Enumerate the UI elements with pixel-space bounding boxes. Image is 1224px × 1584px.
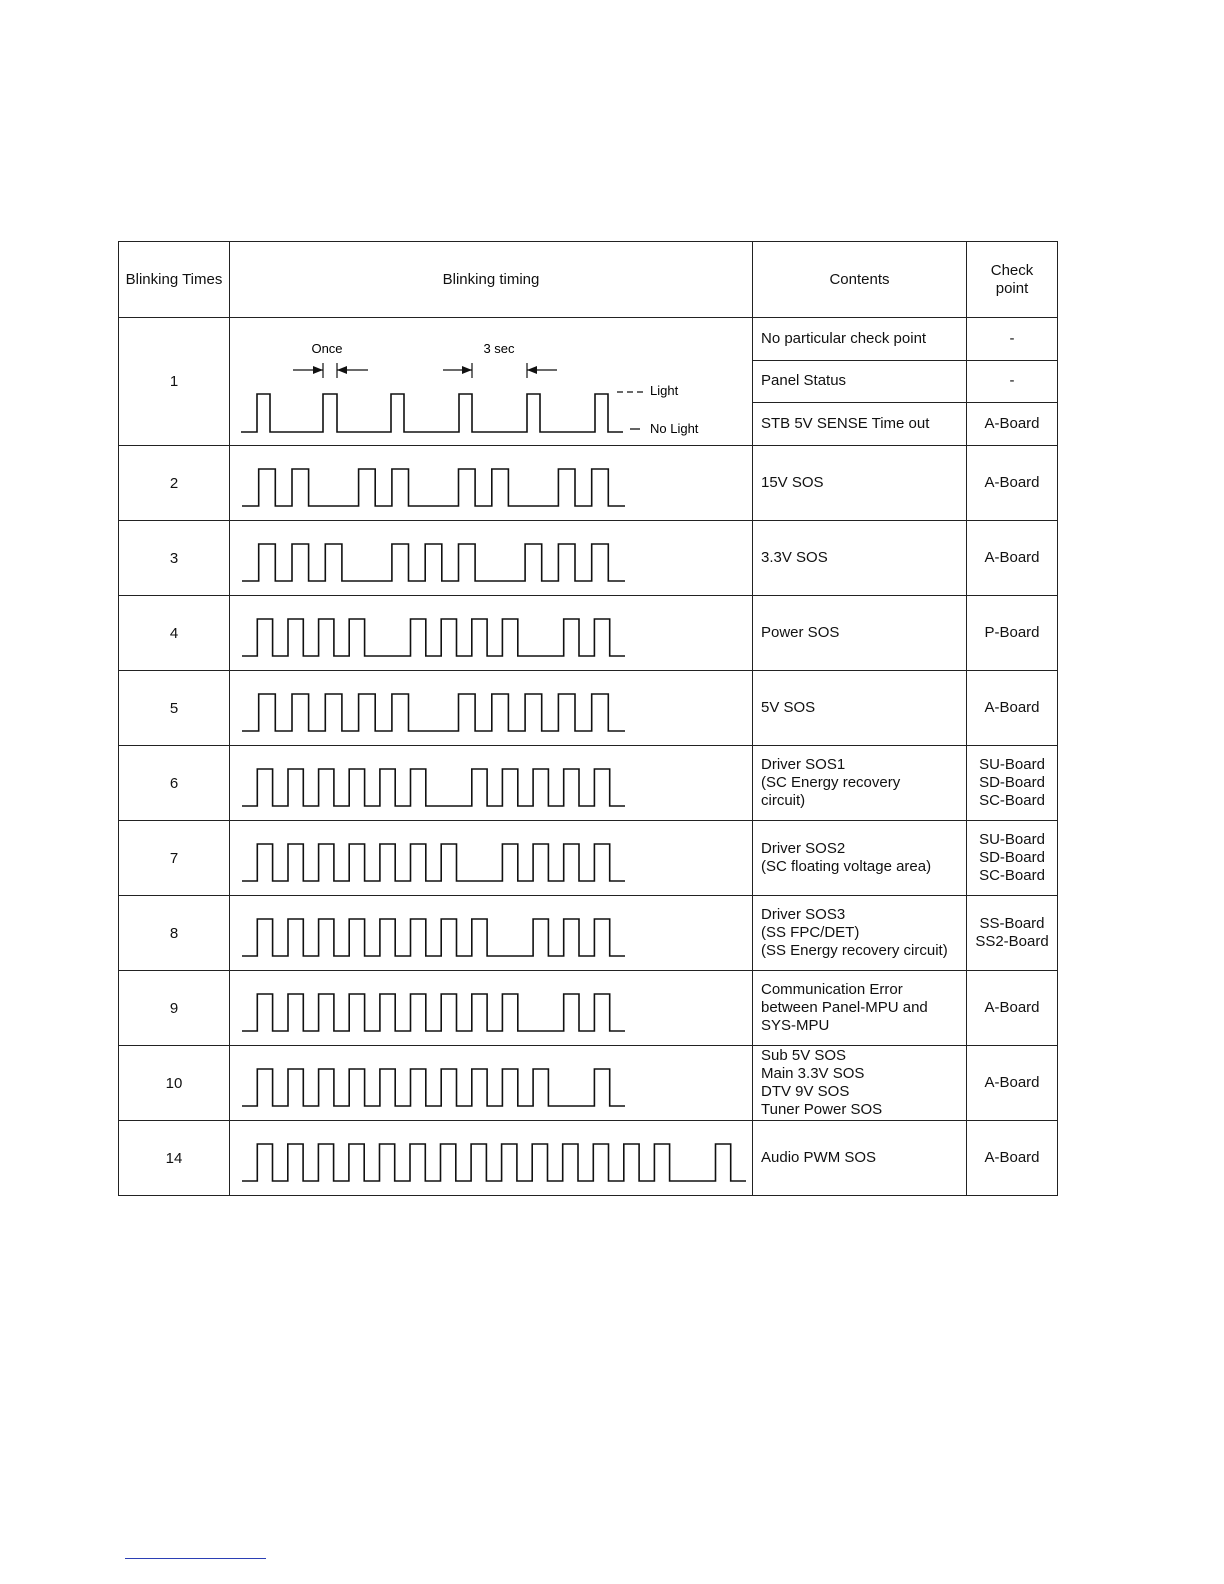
check-point-cell: A-Board (967, 521, 1058, 596)
contents-cell: Power SOS (753, 596, 967, 671)
pulse-waveform (242, 994, 625, 1031)
table-row (119, 971, 1058, 1046)
timing-diagram (230, 521, 752, 595)
blinking-table (118, 241, 1058, 1196)
timing-diagram (230, 746, 752, 820)
table-row (119, 446, 1058, 521)
blink-count-1: 1 (119, 318, 230, 446)
timing-cell (230, 596, 753, 671)
period-arrow-right-head (527, 366, 537, 374)
header-blinking-times: Blinking Times (119, 242, 230, 318)
header-row (119, 242, 1058, 318)
blink-count: 10 (119, 1046, 230, 1121)
table-row (119, 1121, 1058, 1196)
table-row-1a (119, 318, 1058, 361)
timing-cell (230, 1121, 753, 1196)
once-label: Once (311, 341, 343, 356)
timing-cell (230, 896, 753, 971)
blink-count: 14 (119, 1121, 230, 1196)
contents-cell: Audio PWM SOS (753, 1121, 967, 1196)
pulse-waveform (242, 544, 625, 581)
timing-diagram (230, 671, 752, 745)
table-row (119, 821, 1058, 896)
timing-diagram (230, 971, 752, 1045)
check-point-cell: A-Board (967, 1121, 1058, 1196)
timing-cell (230, 446, 753, 521)
table-row (119, 671, 1058, 746)
timing-diagram (230, 446, 752, 520)
blink-count: 2 (119, 446, 230, 521)
pulse-waveform (241, 394, 623, 432)
table-row (119, 746, 1058, 821)
timing-cell (230, 521, 753, 596)
table-row (119, 1046, 1058, 1121)
pulse-waveform (242, 469, 625, 506)
check-point-cell: SS-Board SS2-Board (967, 896, 1058, 971)
period-arrow-left-head (462, 366, 472, 374)
contents-cell: Communication Error between Panel-MPU and SYS-MPU (753, 971, 967, 1046)
blink-count: 3 (119, 521, 230, 596)
header-blinking-timing: Blinking timing (230, 242, 753, 318)
footer-rule (125, 1558, 266, 1559)
pulse-waveform (242, 619, 625, 656)
timing-cell-1 (230, 318, 753, 446)
contents-cell: 3.3V SOS (753, 521, 967, 596)
contents-cell: Driver SOS2 (SC floating voltage area) (753, 821, 967, 896)
contents-cell: Driver SOS3 (SS FPC/DET) (SS Energy recovery circuit) (753, 896, 967, 971)
blink-count: 5 (119, 671, 230, 746)
blink-count: 8 (119, 896, 230, 971)
timing-cell (230, 671, 753, 746)
blink-count: 7 (119, 821, 230, 896)
no-light-label: No Light (650, 421, 699, 436)
check-1b: - (967, 360, 1058, 403)
contents-cell: 5V SOS (753, 671, 967, 746)
timing-diagram (230, 1121, 752, 1195)
check-point-cell: SU-Board SD-Board SC-Board (967, 821, 1058, 896)
check-point-cell: A-Board (967, 971, 1058, 1046)
timing-diagram (230, 596, 752, 670)
pulse-waveform (242, 1069, 625, 1106)
contents-cell: Driver SOS1 (SC Energy recovery circuit) (753, 746, 967, 821)
contents-1b: Panel Status (753, 360, 967, 403)
check-1c: A-Board (967, 403, 1058, 446)
check-point-cell: A-Board (967, 671, 1058, 746)
check-1a: - (967, 318, 1058, 361)
contents-1c: STB 5V SENSE Time out (753, 403, 967, 446)
once-arrow-right-head (337, 366, 347, 374)
timing-cell (230, 1046, 753, 1121)
light-label: Light (650, 383, 679, 398)
contents-cell: 15V SOS (753, 446, 967, 521)
timing-cell (230, 971, 753, 1046)
pulse-waveform (242, 1144, 746, 1181)
pulse-waveform (242, 919, 625, 956)
table-row (119, 521, 1058, 596)
pulse-waveform (242, 769, 625, 806)
table-row (119, 896, 1058, 971)
timing-diagram (230, 896, 752, 970)
contents-cell: Sub 5V SOS Main 3.3V SOS DTV 9V SOS Tuner Power SOS (753, 1046, 967, 1121)
pulse-waveform (242, 844, 625, 881)
timing-cell (230, 821, 753, 896)
blink-count: 9 (119, 971, 230, 1046)
period-label: 3 sec (483, 341, 515, 356)
check-point-cell: A-Board (967, 446, 1058, 521)
check-point-cell: A-Board (967, 1046, 1058, 1121)
timing-diagram-1 (230, 318, 752, 445)
timing-diagram (230, 1046, 752, 1120)
blink-count: 6 (119, 746, 230, 821)
table-row (119, 596, 1058, 671)
blink-count: 4 (119, 596, 230, 671)
contents-1a: No particular check point (753, 318, 967, 361)
timing-diagram (230, 821, 752, 895)
pulse-waveform (242, 694, 625, 731)
timing-cell (230, 746, 753, 821)
once-arrow-left-head (313, 366, 323, 374)
header-contents: Contents (753, 242, 967, 318)
check-point-cell: SU-Board SD-Board SC-Board (967, 746, 1058, 821)
check-point-cell: P-Board (967, 596, 1058, 671)
header-check-point: Check point (967, 242, 1058, 318)
